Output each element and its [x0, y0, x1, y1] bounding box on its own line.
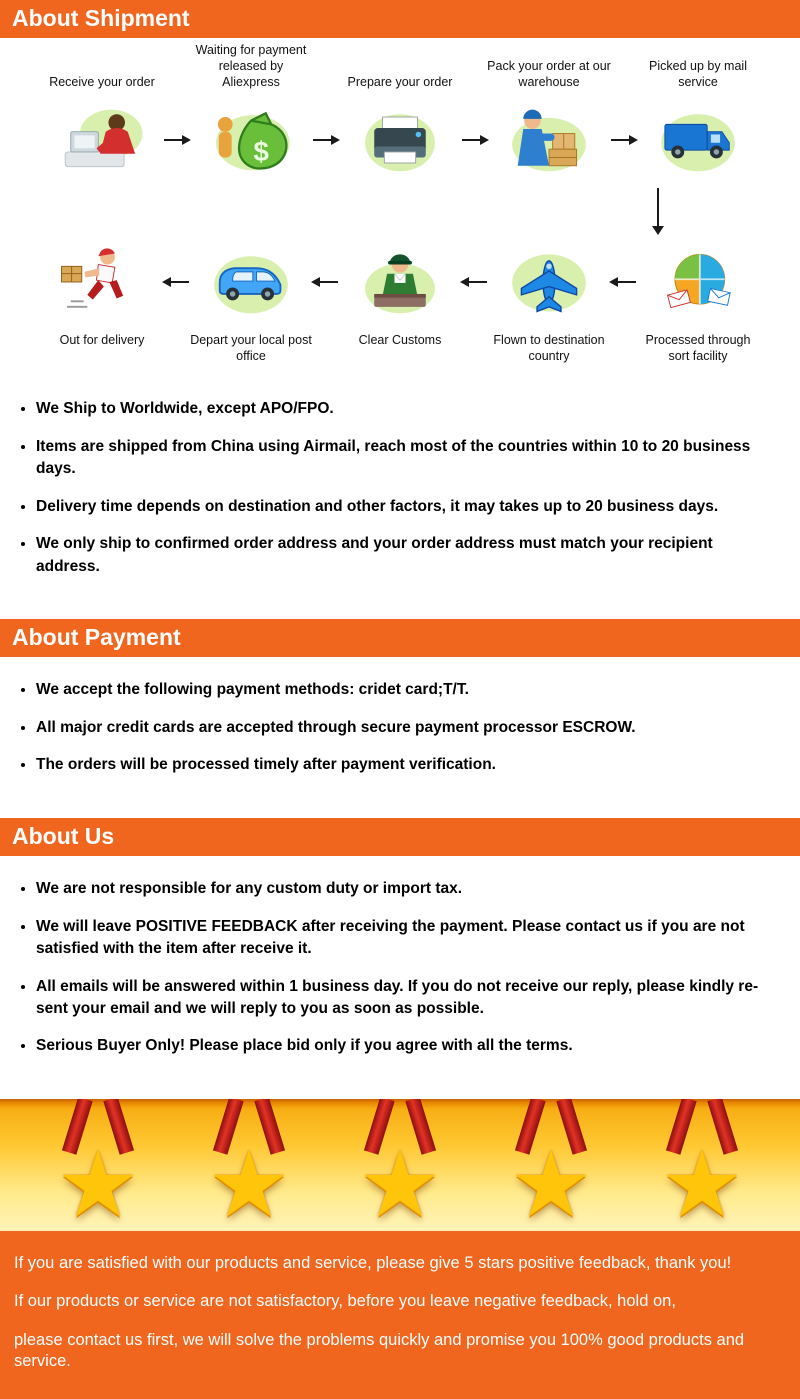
- bullet-item: • The orders will be processed timely after payment verification.: [36, 754, 778, 776]
- post-van-icon: [205, 236, 297, 328]
- section-title: About Us: [12, 822, 115, 849]
- gold-star-medal-icon: [52, 1103, 144, 1229]
- bullet-item: • We are not responsible for any custom duty or import tax.: [36, 878, 778, 900]
- bullet-item: • All emails will be answered within 1 business day. If you do not receive our reply, please kindly re-sent your email and we will reply to you as soon as possible.: [36, 976, 778, 1021]
- flow-step: [636, 56, 760, 186]
- star-icon: ★: [509, 1133, 593, 1231]
- step-label: Prepare your order: [347, 74, 453, 89]
- delivery-runner-icon: [56, 236, 148, 328]
- arrow-left-icon: [611, 281, 636, 283]
- flow-step: [40, 56, 164, 186]
- arrow-left-icon: [164, 281, 189, 283]
- step-label: Clear Customs: [358, 333, 442, 348]
- gold-star-medal-icon: [354, 1103, 446, 1229]
- flow-step: [40, 236, 164, 370]
- star-icon: ★: [207, 1133, 291, 1231]
- bullet-item: • We only ship to confirmed order address and your order address must match your recipient address.: [36, 533, 778, 578]
- star-icon: ★: [56, 1133, 140, 1231]
- customs-officer-icon: [354, 236, 446, 328]
- footer-line: please contact us first, we will solve the problems quickly and promise you 100% good products and service.: [14, 1330, 745, 1371]
- bullet-item: • Serious Buyer Only! Please place bid only if you agree with all the terms.: [36, 1035, 778, 1057]
- flow-step: [487, 236, 611, 370]
- warehouse-worker-icon: [503, 94, 595, 186]
- flow-step: [338, 236, 462, 370]
- gold-star-medal-icon: [505, 1103, 597, 1229]
- bullet-item: • Delivery time depends on destination and other factors, it may takes up to 20 business days.: [36, 496, 778, 518]
- bullet-item: • Items are shipped from China using Airmail, reach most of the countries within 10 to 20 business days.: [36, 436, 778, 481]
- arrow-right-icon: [313, 139, 338, 141]
- step-label: Receive your order: [49, 74, 155, 89]
- arrow-right-icon: [611, 139, 636, 141]
- step-label: Pack your order at our warehouse: [487, 59, 611, 89]
- star-icon: ★: [660, 1133, 744, 1231]
- step-label: Flown to destination country: [493, 333, 605, 363]
- printer-icon: [354, 94, 446, 186]
- flow-step: [636, 236, 760, 370]
- computer-user-icon: [56, 94, 148, 186]
- step-label: Depart your local post office: [190, 333, 312, 363]
- flow-row-1: [40, 43, 760, 186]
- mail-truck-icon: [652, 94, 744, 186]
- airplane-icon: [503, 236, 595, 328]
- step-label: Waiting for payment released by Aliexpress: [195, 43, 307, 89]
- section-header-payment: [0, 619, 800, 657]
- flow-step: [189, 236, 313, 370]
- section-title: About Shipment: [12, 5, 190, 31]
- section-header-about-us: [0, 818, 800, 856]
- footer-line: If you are satisfied with our products and service, please give 5 stars positive feedback, thank you!: [14, 1253, 732, 1272]
- star-icon: ★: [358, 1133, 442, 1231]
- flow-row-2: [40, 236, 760, 370]
- about-us-bullet-list: [0, 878, 800, 1073]
- arrow-down-icon: [657, 188, 659, 226]
- shipment-flow-diagram: [0, 38, 800, 376]
- bullet-item: • We accept the following payment methods: cridet card;T/T.: [36, 679, 778, 701]
- five-star-banner: [0, 1099, 800, 1231]
- flow-step: [487, 56, 611, 186]
- step-label: Processed through sort facility: [645, 333, 751, 363]
- flow-gap: [40, 186, 760, 236]
- arrow-right-icon: [164, 139, 189, 141]
- payment-bullet-list: [0, 679, 800, 791]
- flow-step: [189, 43, 313, 186]
- arrow-left-icon: [462, 281, 487, 283]
- footer-group: [0, 1099, 800, 1399]
- arrow-left-icon: [313, 281, 338, 283]
- bullet-item: • We will leave POSITIVE FEEDBACK after receiving the payment. Please contact us if you are not satisfied with the item after receive it.: [36, 916, 778, 961]
- gold-star-medal-icon: [656, 1103, 748, 1229]
- bullet-item: • We Ship to Worldwide, except APO/FPO.: [36, 398, 778, 420]
- shipment-bullet-list: [0, 398, 800, 593]
- step-label: Picked up by mail service: [649, 59, 747, 89]
- step-label: Out for delivery: [59, 333, 145, 348]
- money-bag-icon: [205, 94, 297, 186]
- footer-line: If our products or service are not satisfactory, before you leave negative feedback, hold on,: [14, 1292, 676, 1311]
- arrow-right-icon: [462, 139, 487, 141]
- flow-step: [338, 56, 462, 186]
- sorting-globe-icon: [652, 236, 744, 328]
- section-title: About Payment: [12, 624, 181, 651]
- svg-text:$: $: [253, 136, 269, 168]
- section-header-shipment: [0, 0, 800, 38]
- feedback-footer: [0, 1231, 800, 1399]
- gold-star-medal-icon: [203, 1103, 295, 1229]
- bullet-item: • All major credit cards are accepted through secure payment processor ESCROW.: [36, 717, 778, 739]
